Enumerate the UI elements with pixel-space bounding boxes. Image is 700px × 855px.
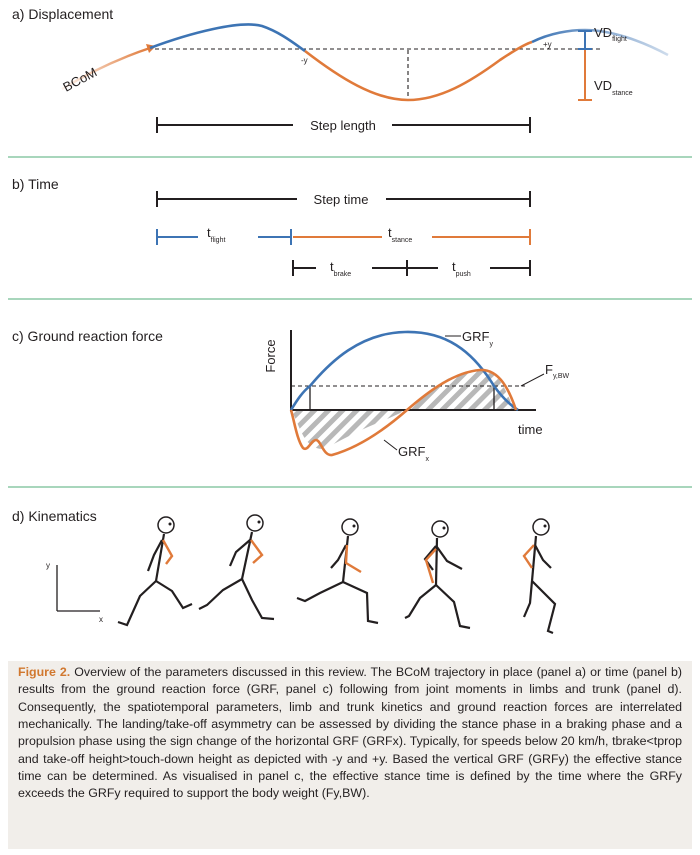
step-time-label: Step time xyxy=(313,192,369,207)
figure-caption xyxy=(8,661,692,849)
grfx-label: $GRF_x$ xyxy=(398,444,429,463)
pos-y-label: +y xyxy=(543,40,552,49)
panel-c-ground-reaction-force xyxy=(12,328,570,463)
fybw-pointer xyxy=(521,374,544,386)
panel-c-title: c) Ground reaction force xyxy=(12,328,163,344)
t-push-label: $t_{push}$ xyxy=(452,259,471,278)
kinematics-x-label: x xyxy=(99,615,103,624)
runner-figure-5 xyxy=(524,519,555,633)
runner-figure-3 xyxy=(297,519,378,623)
panel-d-title: d) Kinematics xyxy=(12,508,97,524)
force-axis-label: Force xyxy=(263,339,278,373)
bcom-label: BCoM xyxy=(60,64,100,95)
panel-a-displacement xyxy=(12,6,668,133)
step-length-label: Step length xyxy=(310,118,376,133)
bcom-trajectory-stance xyxy=(305,42,532,100)
panel-b-title: b) Time xyxy=(12,176,59,192)
time-axis-label: time xyxy=(518,422,543,437)
t-brake-label: $t_{brake}$ xyxy=(330,259,352,278)
vd-stance-label: $VD_{stance}$ xyxy=(594,78,633,97)
panel-a-title: a) Displacement xyxy=(12,6,114,22)
runner-figure-1 xyxy=(118,517,192,625)
figure-label: Figure 2. xyxy=(18,665,71,679)
t-flight-label: $t_{flight}$ xyxy=(207,225,226,244)
t-stance-label: $t_{stance}$ xyxy=(388,225,413,244)
grfx-braking-hatch xyxy=(291,410,407,449)
runner-figure-2 xyxy=(199,515,274,619)
bcom-trajectory-flight xyxy=(150,25,305,51)
panel-b-time xyxy=(12,176,530,278)
panel-d-kinematics xyxy=(12,508,555,633)
grfy-label: $GRF_y$ xyxy=(462,329,493,348)
neg-y-label: -y xyxy=(301,56,308,65)
fybw-label: $F_{y,BW}$ xyxy=(545,362,570,380)
vd-flight-label: $VD_{flight}$ xyxy=(594,25,627,43)
runner-figure-4 xyxy=(405,521,470,628)
kinematics-y-label: y xyxy=(46,561,50,570)
grfx-pointer xyxy=(384,440,397,450)
figure-caption-text: Overview of the parameters discussed in this review. The BCoM trajectory in place (panel a) or time (panel b) results from the ground reaction force (GRF, panel c) following from joint moments in limbs and trunk (panel d). Consequently, the spatiotemporal parameters, limb and trunk kinetics and ground reaction forces are interrelated mechanically. The landing/take-off asymmetry can be assessed by dividing the stance phase in a braking phase and a propulsion phase using the sign change of the horizontal GRF (GRFx). Typically, for speeds below 20 km/h, tbrake<tprop and take-off height>touch-down height as depicted with -y and +y. Based the vertical GRF (GRFy) the effective stance time can be determined. As visualised in panel c, the effective stance time is defined by the time where the GRFy exceeds the GRFy required to support the body weight (Fy,BW). xyxy=(18,665,682,801)
